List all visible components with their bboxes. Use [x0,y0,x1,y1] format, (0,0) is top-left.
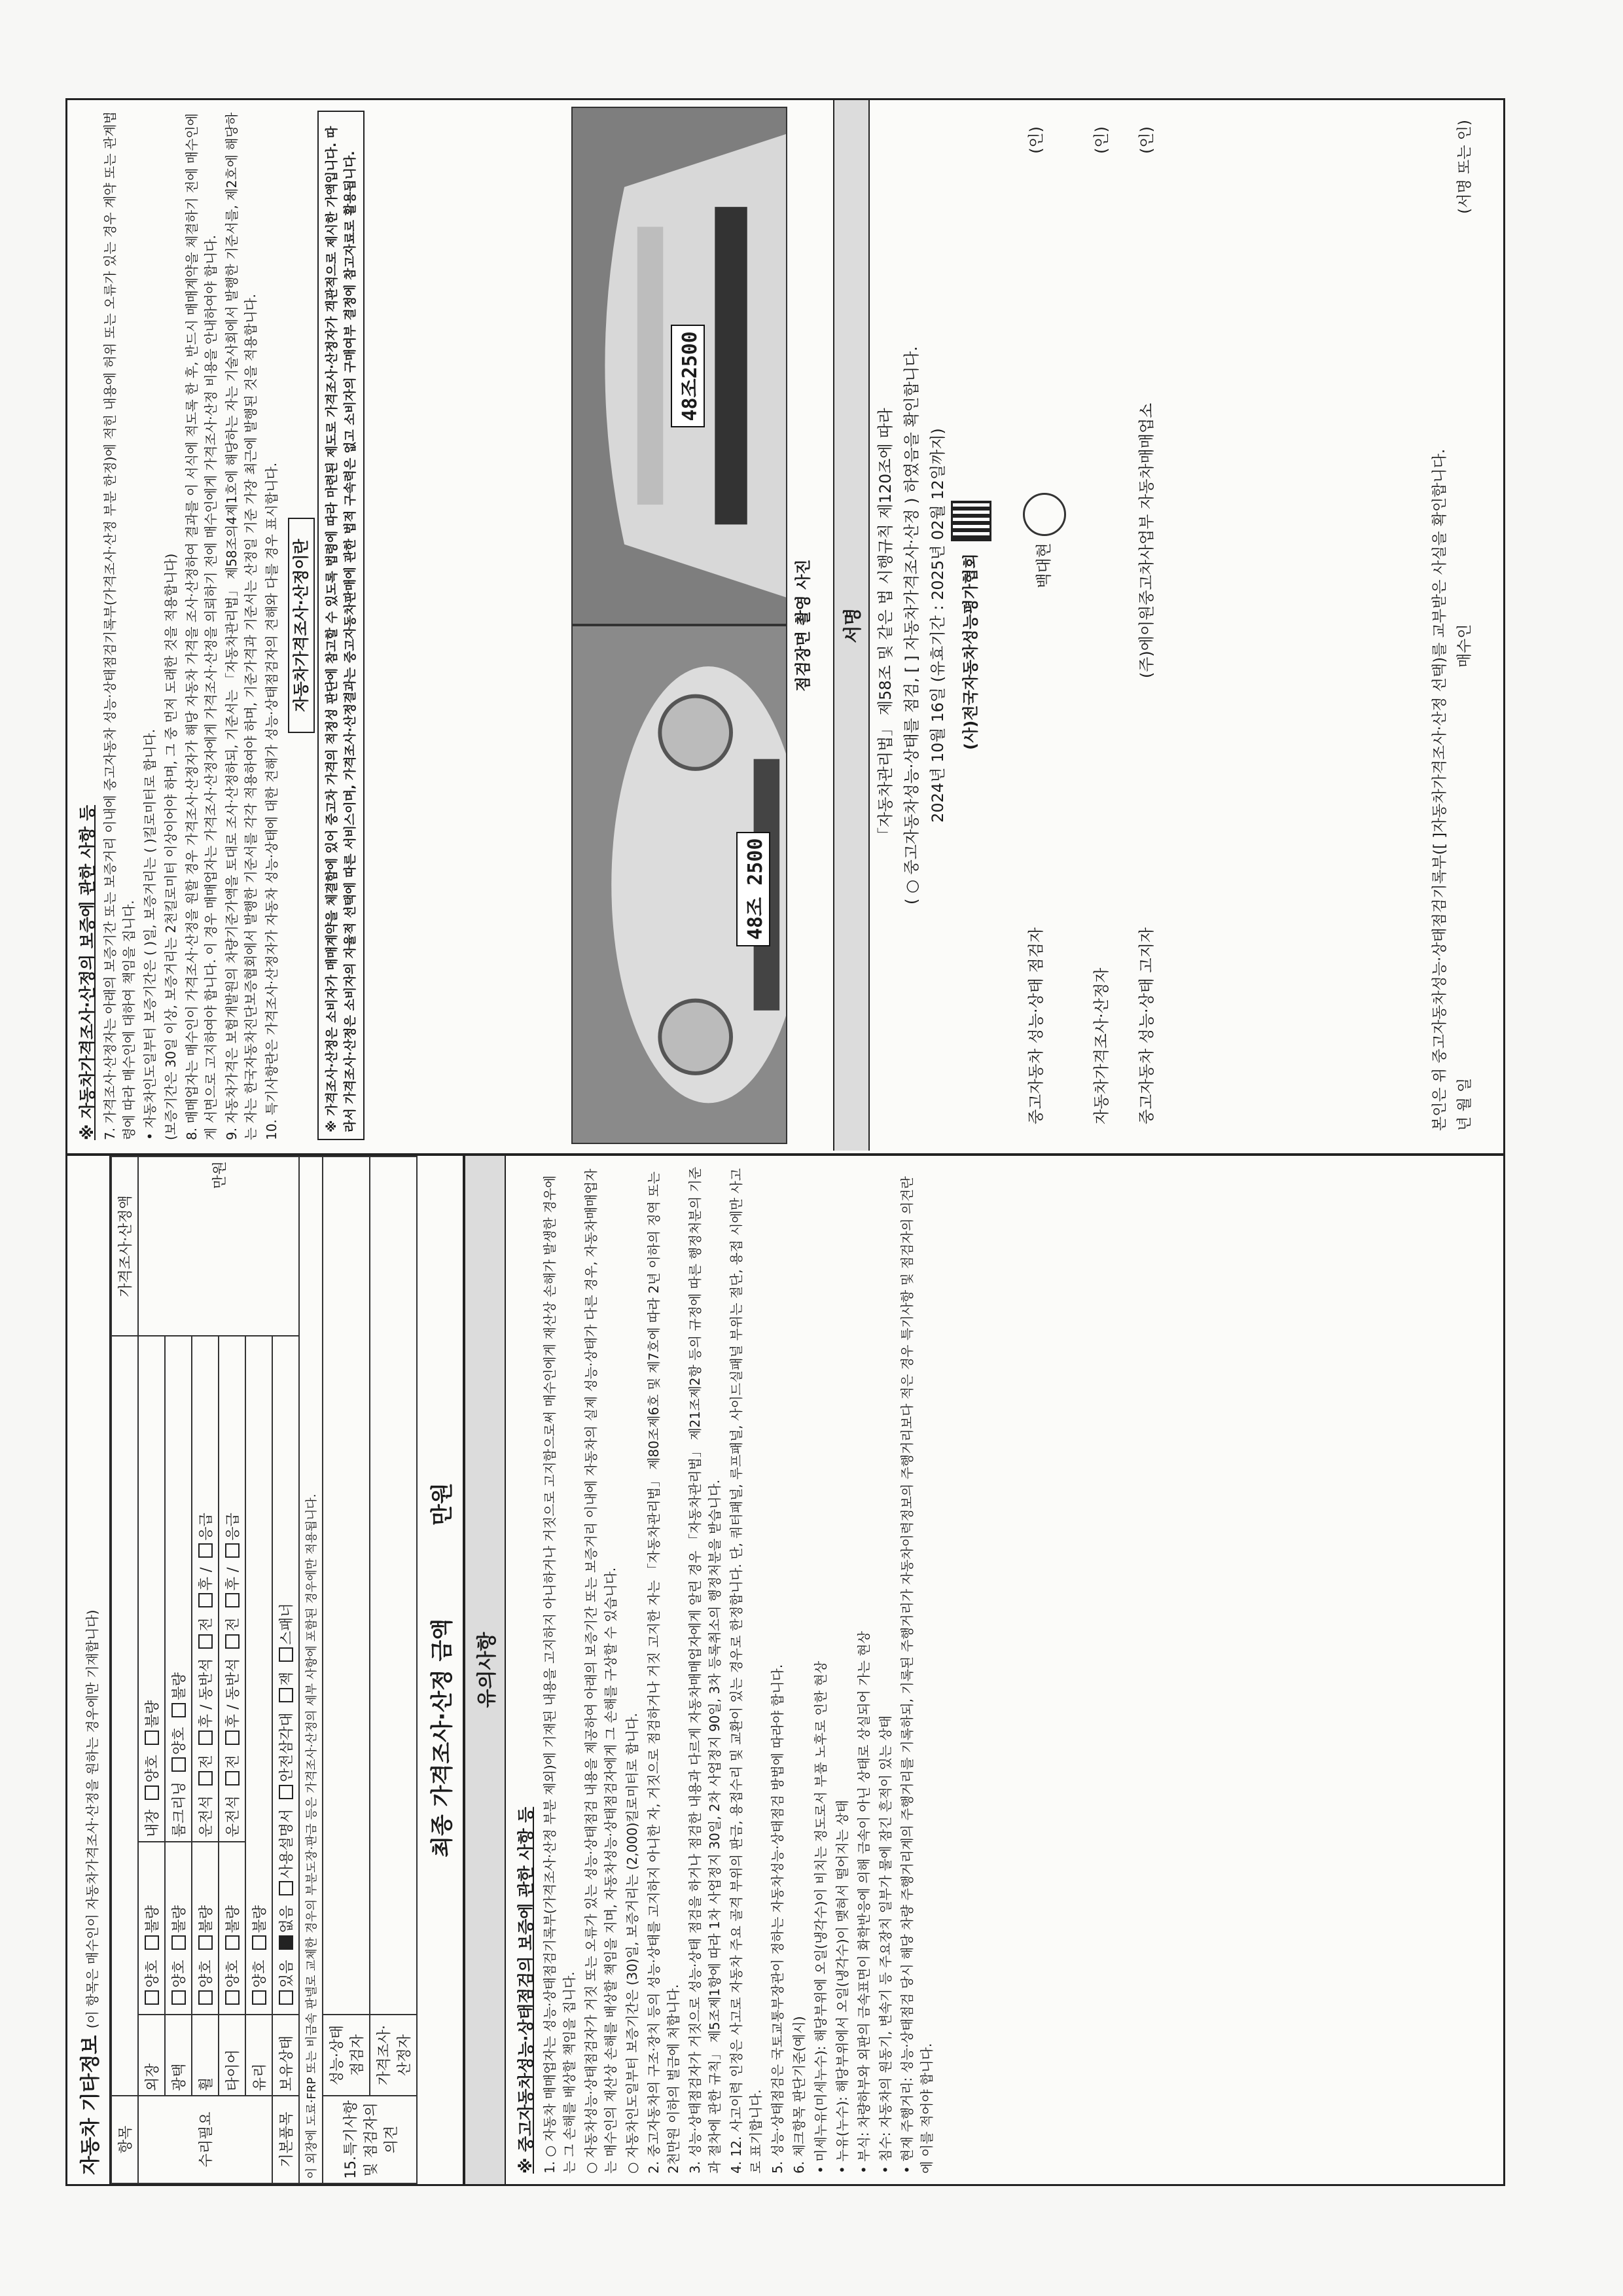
price-check-label: 가격조사·산정자 [370,2015,417,2096]
interior-label: 내장 [145,1809,161,1838]
final-amount-unit: 만원 [429,1482,455,1526]
opt-label: 전 [198,1755,215,1769]
sig-row-inspector [1023,126,1066,1124]
opt-label: 양호 [252,1960,268,1988]
checkbox[interactable] [225,1990,240,2005]
row-name-exterior: 외장 [138,2015,165,2096]
opt-label: 잭 [279,1672,295,1686]
opt-label: 있음 [279,1960,295,1988]
notice-item: • 현재 주행거리: 성능·상태점검 당시 해당 차량 주행거리계의 주행거리를 기록하되, 기록된 주행거리가 자동차이력정보의 주행거리보다 적은 경우 특기사항 및 점검자의 의견란에 이를 적어야 합니다. [899,1176,935,2174]
sig-mark: (인) [1027,126,1045,154]
seal-stamp-icon [1023,493,1066,536]
final-amount-row [418,1156,464,2184]
notice-item: 5. 성능·상태점검은 국토교통부장관이 정하는 자동차성능·상태점검 방법에 따라야 합니다. [770,1664,785,2174]
photo-rear [571,107,787,626]
warranty-item: 7. 가격조사·산정자는 아래의 보증기간 또는 보증거리 이내에 중고자동차 성능·상태점검기록부(가격조사·산정 부분 한정)에 적힌 내용에 허위 또는 오류가 있는 경우 계약 또는 관계법령에 따라 매수인에 대하여 책임을 집니다. [102,111,137,1140]
checkbox[interactable] [225,1634,240,1649]
notice-item: ○ 자동차인도일부터 보증기간은 (30)일, 보증거리는 (2,000)킬로미터로 합니다. [624,1713,640,2174]
right-column [67,100,1503,1151]
warranty-section [67,100,371,1151]
opt-label: 안전삼각대 [279,1712,295,1782]
assoc-name: (사)전국자동차성능평가협회 [961,553,980,750]
sig-name: 백대현 [1035,543,1053,588]
sub-label: 운전석 [225,1795,241,1838]
checkbox[interactable] [171,1757,186,1772]
checkbox[interactable] [279,1990,293,2005]
sig-row-notifier [1133,126,1156,1124]
opt-label: 양호 [145,1960,161,1988]
items-cell: 항목 [111,2096,138,2183]
checkbox[interactable] [279,1647,293,1662]
row-opts-glass [245,1336,272,2015]
signature-rows [1023,126,1179,1124]
sig-label: 중고자동차 성능·상태 고지자 [1137,927,1156,1124]
clean-cell [165,1336,192,1842]
left-column [67,1153,1503,2184]
confirm-footer [1452,120,1477,1131]
special-label: 15.특기사항 및 점검자의 의견 [323,2096,417,2183]
price-check-opinion [370,1157,417,2015]
checkbox[interactable] [279,1785,293,1799]
row-name-owned: 보유상태 [272,2015,299,2096]
opt-label: 후 [225,1713,241,1729]
opt-label: 불량 [171,1905,188,1933]
repair-label: 수리필요 [138,2096,272,2183]
row-opts-tire [219,1842,245,2015]
condition-header-title: 자동차 기타정보 [79,2035,102,2175]
sig-name-wrap [1023,493,1066,588]
checkbox[interactable] [171,1703,186,1717]
warranty-item: (보증기간은 30일 이상, 보증거리는 2천킬로미터 이상이어야 하며, 그 중 먼저 도래한 것을 적용합니다) [163,553,179,1140]
condition-table [111,1156,418,2184]
plate-front: 48조 2500 [736,832,770,946]
confirm-date: 년 월 일 [1456,1077,1473,1131]
qr-code-icon [951,501,991,541]
inspect-opinion [323,1157,370,2015]
checkbox[interactable] [145,1990,159,2005]
row-opts-polish [165,1842,192,2015]
checkbox[interactable] [252,1990,266,2005]
warranty-title: ※ 자동차가격조사·산정의 보증에 관한 사항 등 [78,804,97,1140]
rotated-inspection-document [65,98,1505,2186]
opt-label: 양호 [198,1960,215,1988]
opt-label: 스패너 [279,1603,295,1645]
checkbox-checked[interactable] [279,1935,293,1950]
opt-label: 사용설명서 [279,1808,295,1878]
opt-label: 불량 [145,1700,161,1729]
opt-label: 양호 [171,1727,188,1755]
notice-item: 1. ○ 자동차 매매업자는 성능·상태점검기록부(가격조사·산정 부분 제외)에 기재된 내용을 고지하지 아니하거나 거짓으로 고지함으로써 매수인에게 재산상 손해가 발생한 경우에는 그 손해를 배상할 책임을 집니다. [542,1175,577,2174]
sig-mark: (인) [1092,126,1111,154]
notice-list [506,1156,945,2184]
opt-label: 없음 [279,1905,295,1933]
condition-header-note: (이 항목은 매수인이 자동차가격조사·산정을 원하는 경우에만 기재합니다) [84,1609,100,2029]
price-header: 가격조사·산정액 [111,1157,138,1336]
opt-label: 불량 [145,1905,161,1933]
assoc-line [951,100,991,1151]
inspect-label: 성능·상태 점검자 [323,2015,370,2096]
price-box-title: 자동차가격조사·산정이란 [288,518,315,732]
opt-label: 전 [225,1617,241,1632]
checkbox[interactable] [198,1990,213,2005]
price-unit: 만원 [138,1157,299,1336]
warranty-item: • 자동차인도일부터 보증기간은 ( )일, 보증거리는 ( )킬로미터로 합니다. [142,728,158,1140]
price-box-text: ※ 가격조사·산정은 소비자가 매매계약을 체결함에 있어 중고차 가격의 적정성 판단에 참고할 수 있도록 법령에 따라 마련된 제도로 가격조사·산정자가 객관적으로 제시한 가액입니다. 따라서 가격조사·산정은 소비자의 자율적 선택에 따른 서비스이며, 가격조사·산정결과는 중고자동차판매에 관한 법적 구속력은 없고 소비자의 구매여부 결정에 참고자료로 활용됩니다. [317,111,365,1140]
decl-date: 2024년 10월 16일 (유효기간 : 2025년 02월 12일까지) [929,428,947,823]
checkbox[interactable] [198,1771,213,1785]
declaration [872,100,991,1151]
opt-label: 양호 [145,1755,161,1783]
checkbox[interactable] [145,1731,159,1745]
checkbox[interactable] [225,1543,240,1558]
row-opts-owned [272,1336,299,2015]
interior-cell [138,1336,165,1842]
opt-label: 불량 [198,1905,215,1933]
warranty-item: 10. 특기사항란은 가격조사·산정자가 자동차 성능·상태에 대한 견해가 성능·상태점검자의 견해와 다를 경우 표시합니다. [264,462,279,1140]
wheel-position-cell: 운전석 전 후 / 동반석 전 후 / 응급 [192,1336,219,1842]
opt-label: 전 [225,1755,241,1769]
buyer-label: 매수인 [1456,624,1473,668]
condition-header [67,1156,111,2184]
checkbox[interactable] [225,1935,240,1950]
checkbox[interactable] [279,1688,293,1702]
photo-caption: 점검장면 촬영 사진 [794,559,812,692]
checkbox[interactable] [198,1935,213,1950]
checkbox[interactable] [198,1731,213,1745]
opt-label: 응급 [198,1513,215,1541]
checkbox[interactable] [225,1771,240,1785]
decl-line-1: 「자동차관리법」 제58조 및 같은 법 시행규칙 제120조에 따라 [876,408,895,843]
sub-label: 운전석 [198,1795,215,1838]
notice-item: • 침수: 자동차의 원동기, 변속기 등 주요장치 일부가 물에 잠긴 흔적이 있는 상태 [878,1715,893,2174]
inspection-photos [571,107,820,1144]
checkbox[interactable] [171,1935,186,1950]
items-cell-blank [111,1336,138,2096]
checkbox[interactable] [198,1543,213,1558]
row-name-glass: 유리 [245,2015,272,2096]
opt-label: 불량 [252,1905,268,1933]
final-amount-label: 최종 가격조사·산정 금액 [429,1618,455,1857]
opt-label: 후 [198,1577,215,1591]
clean-label: 룸크리닝 [171,1782,188,1838]
sig-label: 중고자동차 성능·상태 점검자 [1027,927,1045,1124]
row-name-tire: 타이어 [219,2015,245,2096]
buyer-mark: (서명 또는 인) [1456,120,1473,214]
basic-label: 기본품목 [272,2096,299,2183]
sig-label: 자동차가격조사·산정자 [1092,967,1111,1124]
opt-label: 불량 [171,1672,188,1700]
opt-label: 불량 [225,1905,241,1933]
opt-label: 후 [225,1577,241,1591]
row-opts-wheel [192,1842,219,2015]
checkbox[interactable] [145,1785,159,1800]
checkbox[interactable] [279,1881,293,1895]
opt-label: 동반석 [225,1658,241,1700]
tuning-note: 이 외장에 도료·FRP 또는 비금속 판넬로 교체한 경우의 부분도장·판금 등은 가격조사·산정의 세부 사항에 포함된 경우에만 적용됩니다. [299,1157,323,2183]
opt-label: 응급 [225,1513,241,1541]
checkbox[interactable] [171,1990,186,2005]
checkbox[interactable] [198,1634,213,1649]
notice-item: • 누유(누수): 해당부위에서 오일(냉각수)이 맺혀서 떨어지는 상태 [834,1800,850,2174]
notice-item: ○ 자동차성능·상태점검자가 거짓 또는 오류가 있는 성능·상태점검 내용을 제공하여 아래의 보증기간 또는 보증거리 이내에 자동차의 실제 성능·상태가 다른 경우, 자동차매매업자는 매수인의 재산상 손해를 배상할 책임을 지며, 자동차성능·상태점검자에게 그 손해를 구상할 수 있습니다. [583,1168,618,2174]
notice-item: 3. 성능·상태점검자가 거짓으로 성능·상태 점검을 하거나 점검한 내용과 다르게 자동차매매업자에게 알린 경우 「자동차관리법」 제21조제2항 등의 규정에 따른 행정처분의 기준과 절차에 관한 규칙」 제5조제1항에 따라 1차 사업정지 30일, 2차 사업정지 90일, 3차 등록취소의 행정처분을 받습니다. [687,1166,722,2174]
opt-label: 전 [198,1617,215,1632]
row-opts-exterior [138,1842,165,2015]
opt-label: 양호 [225,1960,241,1988]
sig-row-price [1088,126,1111,1124]
notice-item: 2. 중고자동차의 구조·장치 등의 성능·상태를 고지하지 아니한 자, 거짓으로 점검하거나 거짓 고지한 자는 「자동차관리법」 제80조제6호 및 제7호에 따라 2년 이하의 징역 또는 2천만원 이하의 벌금에 처합니다. [646,1171,681,2174]
confirm-line: 본인은 위 중고자동차성능·상태점검기록부([ ]자동차가격조사·산정 선택)를 교부받은 사실을 확인합니다. [1431,448,1448,1131]
row-name-wheel: 휠 [192,2015,219,2096]
warranty-item: 8. 매매업자는 매수인이 가격조사·산정을 원할 경우 가격조사·산정자가 해당 자동차 가격을 조사·산정하여 결과를 이 서식에 적도록 한 후, 반드시 매매계약을 체결하기 전에 매수인에게 서면으로 고지하여야 합니다. 이 경우 매매업자는 가격조사·산정자에게 가격조사·산정을 의뢰하기 전에 매수인에게 가격조사·산정 비용을 안내하여야 합니다. [184,113,219,1140]
sig-name: (주)에이원중고차사업부 자동차매매업소 [1137,403,1156,679]
decl-line-2: ( ○ 중고자동차성능·상태를 점검, [ ] 자동차가격조사·산정 ) 하였음을 확인합니다. [902,346,921,905]
notice-title: ※ 중고자동차성능·상태점검의 보증에 관한 사항 등 [516,1806,535,2174]
notice-item: • 미세누유(미세누수): 해당부위에 오일(냉각수)이 비치는 정도로서 부품 노후로 인한 현상 [813,1660,829,2174]
checkbox[interactable] [198,1593,213,1607]
sig-mark: (인) [1137,126,1156,154]
sign-band: 서명 [833,100,870,1151]
row-name-polish: 광택 [165,2015,192,2096]
checkbox[interactable] [225,1731,240,1745]
opt-label: 후 [198,1713,215,1729]
price-box-title-wrap [288,111,315,1140]
buyer-confirmation [1427,120,1477,1131]
opt-label: 양호 [171,1960,188,1988]
warranty-item: 9. 자동차가격은 보험개발원의 차량기준가액을 토대로 조사·산정하되, 기준서는 「자동차관리법」 제58조의4제1호에 해당하는 자는 기술사회에서 발행한 기준서를, 제2호에 해당하는 자는 한국자동차진단보증협회에서 발행한 기준서를 각각 적용하여야 하며, 기준가격과 기준서는 산정일 기준 가장 최근에 발행된 것을 적용합니다. [224,112,259,1140]
opt-label: 동반석 [198,1658,215,1700]
notice-item: • 부식: 차량하부와 외판의 금속표면이 화학반응에 의해 금속이 아닌 상태로 상실되어 가는 현상 [856,1631,872,2174]
checkbox[interactable] [252,1935,266,1950]
plate-rear: 48조2500 [671,325,705,427]
checkbox[interactable] [225,1593,240,1607]
notice-item: 4. 12. 사고이력 인정은 사고로 자동차 주요 골격 부위의 판금, 용접수리 및 교환이 있는 경우로 한정합니다. 단, 쿼터패널, 루프패널, 사이드실패널 부위는 절단, 용접 시에만 사고로 표기합니다. [728,1168,764,2174]
tire-position-cell: 운전석 전 후 / 동반석 전 후 / 응급 [219,1336,245,1842]
notice-item: 6. 체크항목 판단기준(예시) [791,2016,807,2174]
notice-band: 유의사항 [464,1156,506,2184]
photo-front [571,626,787,1145]
checkbox[interactable] [145,1935,159,1950]
